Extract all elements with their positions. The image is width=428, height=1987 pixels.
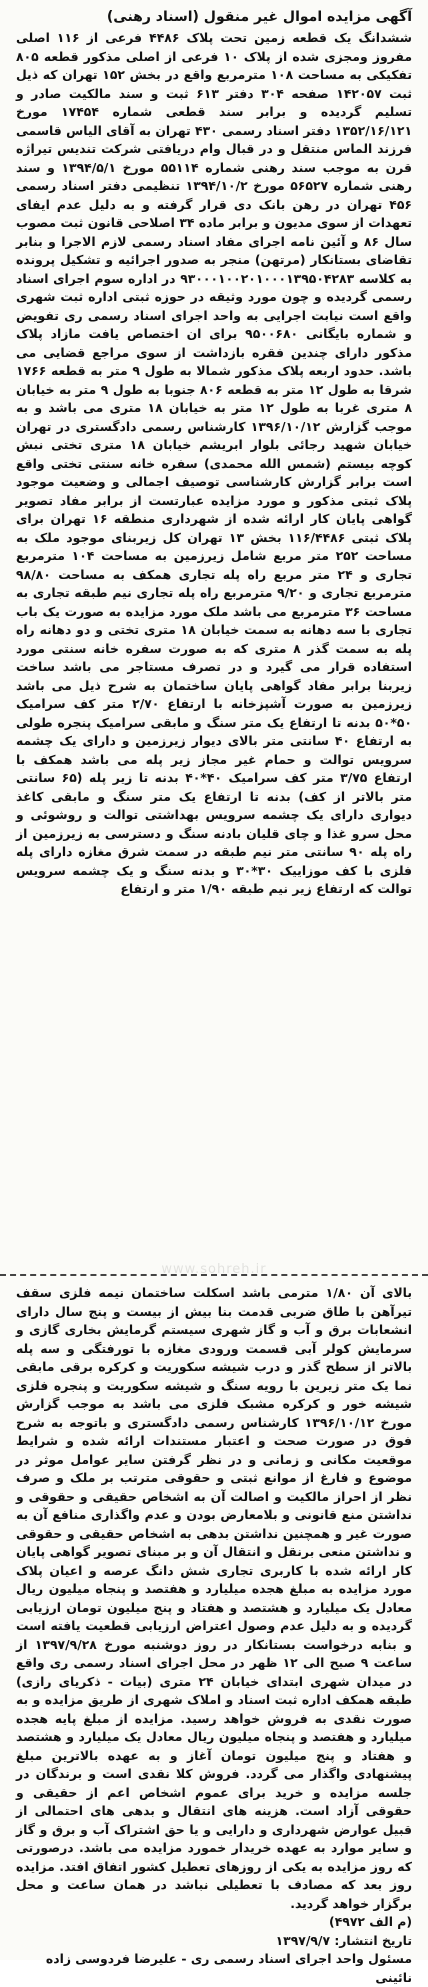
publish-date-label: تاریخ انتشار: bbox=[334, 1933, 412, 1948]
notice-body-bottom: بالای آن ۱/۸۰ مترمی باشد اسکلت ساختمان نیمه فلزی سقف تیرآهن با طاق ضربی قدمت بنا بیش از بیست و پنج سال دارای انشعابات برق و آب و گاز شهری سیستم گرمایش بخاری گازی و سرمایش کولر آبی قسمت ورودی مغازه با تورفتگی و سه پله بالاتر از سطح گذر و درب شیشه سکوریت و کرکره برقی مابقی نما یک متر زیرین با رویه سنگ و شیشه سکوریت و پنجره فلزی شیشه خور و کرکره مشبک فلزی می باشد به موجب گزارش مورخ ۱۳۹۶/۱۰/۱۲ کارشناس رسمی دادگستری و باتوجه به شرح فوق در صورت صحت و اعتبار مستندات ارائه شده و شرایط موقعیت مکانی و زمانی و در نظر گرفتن سایر عوامل موثر در موضوع و فارغ از موانع ثبتی و حقوقی مترتب بر ملک و صرف نظر از احراز مالکیت و اصالت آن به اشخاص حقیقی و حقوقی و نداشتن منع قانونی و بلامعارض بودن و عدم واگذاری منافع آن به صورت غیر و همچنین نداشتن بدهی به اشخاص حقیقی و حقوقی و نداشتن منعی برنقل و انتقال آن و بر مبنای تصویر گواهی پایان کار ارائه شده با کاربری تجاری شش دانگ عرصه و اعیان پلاک مورد مزایده به مبلغ هجده میلیارد و هفتصد و پنجاه میلیون ریال معادل یک میلیارد و هشتصد و هفتاد و پنج میلیون تومان ارزیابی گردیده و به دلیل عدم وصول اعتراض ارزیابی قطعیت یافته است و بنابه درخواست بستانکار در روز دوشنبه مورخ ۱۳۹۷/۹/۲۸ از ساعت ۹ صبح الی ۱۲ ظهر در محل اجرای اسناد رسمی ری واقع در میدان شهری ابتدای خیابان ۲۴ متری (بیات - ذکریای رازی) طبقه همکف اداره ثبت اسناد و املاک شهری از طریق مزایده و به صورت نقدی به فروش خواهد رسید. مزایده از مبلغ پایه هجده میلیارد و هفتصد و پنجاه میلیون ریال معادل یک میلیارد و هشتصد و هفتاد و پنج میلیون تومان آغاز و به عهده بالاترین مبلغ پیشنهادی واگذار می گردد. فروش کلا نقدی است و برندگان در جلسه مزایده و خرید برای عموم اشخاص اعم از حقیقی و حقوقی آزاد است. هزینه های انتقال و بدهی های احتمالی از قبیل عوارض شهرداری و دارایی و یا حق اشتراک آب و برق و گاز و سایر موارد به عهده خریدار خمورد مزایده می باشد. درصورتی که روز مزایده به یکی از روزهای تعطیل کشور اتفاق افتد. مزایده روز بعد که مصادف با تعطیلی نباشد در همان ساعت و محل برگزار خواهد گردید. bbox=[16, 1284, 412, 1913]
notice-title: آگهی مزایده اموال غیر منقول (اسناد رهنی) bbox=[16, 8, 412, 27]
column-divider bbox=[0, 1274, 428, 1276]
ad-code: (م الف ۴۹۷۲) bbox=[16, 1913, 412, 1932]
watermark-text: www.sohreh.ir bbox=[0, 1262, 428, 1277]
notice-bottom-column bbox=[6, 1282, 422, 1952]
signature-last: نائینی bbox=[16, 1969, 412, 1987]
notice-body-top: ششدانگ یک قطعه زمین تحت پلاک ۴۴۸۶ فرعی از ۱۱۶ اصلی مفروز ومجزی شده از پلاک ۱۰ فرعی از اصلی مذکور قطعه ۸۰۵ تفکیکی به مساحت ۱۰۸ مترمربع واقع در بخش ۱۵۲ تهران که ذیل ثبت ۱۴۲۰۵۷ صفحه ۳۰۴ دفتر ۶۱۳ ثبت و سند مالکیت صادر و تسلیم گردیده و برابر سند قطعی شماره ۱۷۴۵۴ مورخ ۱۳۵۲/۱۶/۱۲۱ دفتر اسناد رسمی ۴۳۰ تهران به آقای الیاس قاسمی فرزند الماس منتقل و در قبال وام دریافتی شرکت تندیس تیراژه قرن به موجب سند رهنی شماره ۵۵۱۱۴ مورخ ۱۳۹۴/۵/۱ و سند رهنی شماره ۵۶۵۲۷ مورخ ۱۳۹۴/۱۰/۲ تنظیمی دفتر اسناد رسمی ۴۵۶ تهران در رهن بانک دی قرار گرفته و به دلیل عدم ایفای تعهدات از سوی مدیون و برابر ماده ۳۴ اصلاحی قانون ثبت مصوب سال ۸۶ و آئین نامه اجرای مفاد اسناد رسمی لازم الاجرا و بنابر تقاضای بستانکار (مرتهن) منجر به صدور اجرائیه و تشکیل پرونده به کلاسه ۹۳۰۰۰۱۰۰۲۰۱۰۰۰۱۳۹۵۰۴۲۸۳ در اداره سوم اجرای اسناد رسمی گردیده و چون مورد وثیقه در حوزه ثبتی اداره ثبت شهری واقع است نیابت اجرایی به واحد اجرای اسناد رسمی ری تفویض و شماره بایگانی ۹۵۰۰۶۸۰ برای ان اختصاص یافت مازاد پلاک مذکور دارای چندین فقره بازداشت از سوی مراجع قضایی می باشد. حدود اربعه پلاک مذکور شمالا به طول ۹ متر به قطعه ۱۷۶۶ شرقا به طول ۱۲ متر به قطعه ۸۰۶ جنوبا به طول ۹ متر به خیابان ۸ متری غربا به طول ۱۲ متر به خیابان ۱۸ متری می باشد و به موجب گزارش ۱۳۹۶/۱۰/۱۲ کارشناس رسمی دادگستری در تهران خیابان شهید رجائی بلوار ابریشم خیابان ۱۸ متری تختی نبش کوچه بیستم (شمس الله محمدی) سفره خانه سنتی تختی واقع است برابر گزارش کارشناسی توصیف اجمالی و وضعیت موجود پلاک ثبتی مذکور و مورد مزایده عبارتست از برابر مفاد تصویر گواهی پایان کار ارائه شده از شهرداری منطقه ۱۶ تهران برای پلاک ثبتی ۱۱۶/۴۴۸۶ بخش ۱۳ تهران کل زیربنای موجود ملک به مساحت ۲۵۲ متر مربع شامل زیرزمین به مساحت ۱۰۴ مترمربع تجاری و ۲۴ متر مربع راه پله تجاری همکف به مساحت ۹۸/۸۰ مترمربع تجاری و ۹/۲۰ مترمربع راه پله تجاری نیم طبقه تجاری به مساحت ۳۶ مترمربع می باشد ملک مورد مزایده به صورت یک باب تجاری با سه دهانه به سمت خیابان ۱۸ متری تختی و دو دهانه راه پله به سمت گذر ۸ متری که به صورت سفره خانه سنتی مورد استفاده قرار می گیرد و در تصرف مستاجر می باشد ساخت زیربنا برابر مفاد گواهی پایان ساختمان به شرح ذیل می باشد زیرزمین به صورت آشپزخانه با ارتفاع ۲/۷۰ متر کف سرامیک ۵۰*۵۰ بدنه تا ارتفاع یک متر سنگ و مابقی سرامیک پنجره طولی به ارتفاع ۴۰ سانتی متر بالای دیوار زیرزمین و دارای یک چشمه سرویس توالت و حمام غیر مجاز زیر پله می باشد همکف با ارتفاع ۳/۷۵ متر کف سرامیک ۴۰*۴۰ بدنه تا زیر پله (۶۵ سانتی متر بالاتر از کف) بدنه تا ارتفاع یک متر سنگ و مابقی کاغذ دیواری دارای یک چشمه سرویس بهداشتی توالت و روشوئی و محل سرو غذا و چای قلیان بادنه سنگ و دسترسی به زیرزمین از راه پله ۹۰ سانتی متر نیم طبقه در سمت شرق مغازه دارای پله فلزی با کف موزاییک ۳۰*۳۰ و بدنه سنگ و یک چشمه سرویس توالت که ارتفاع زیر نیم طبقه ۱/۹۰ متر و ارتفاع bbox=[16, 29, 412, 899]
notice-top-column bbox=[6, 6, 422, 1274]
signature-line: مسئول واحد اجرای اسناد رسمی ری - علیرضا فردوسی زاده bbox=[16, 1950, 412, 1969]
publish-date-value: ۱۳۹۷/۹/۷ bbox=[276, 1933, 330, 1948]
publish-date bbox=[16, 1932, 412, 1951]
